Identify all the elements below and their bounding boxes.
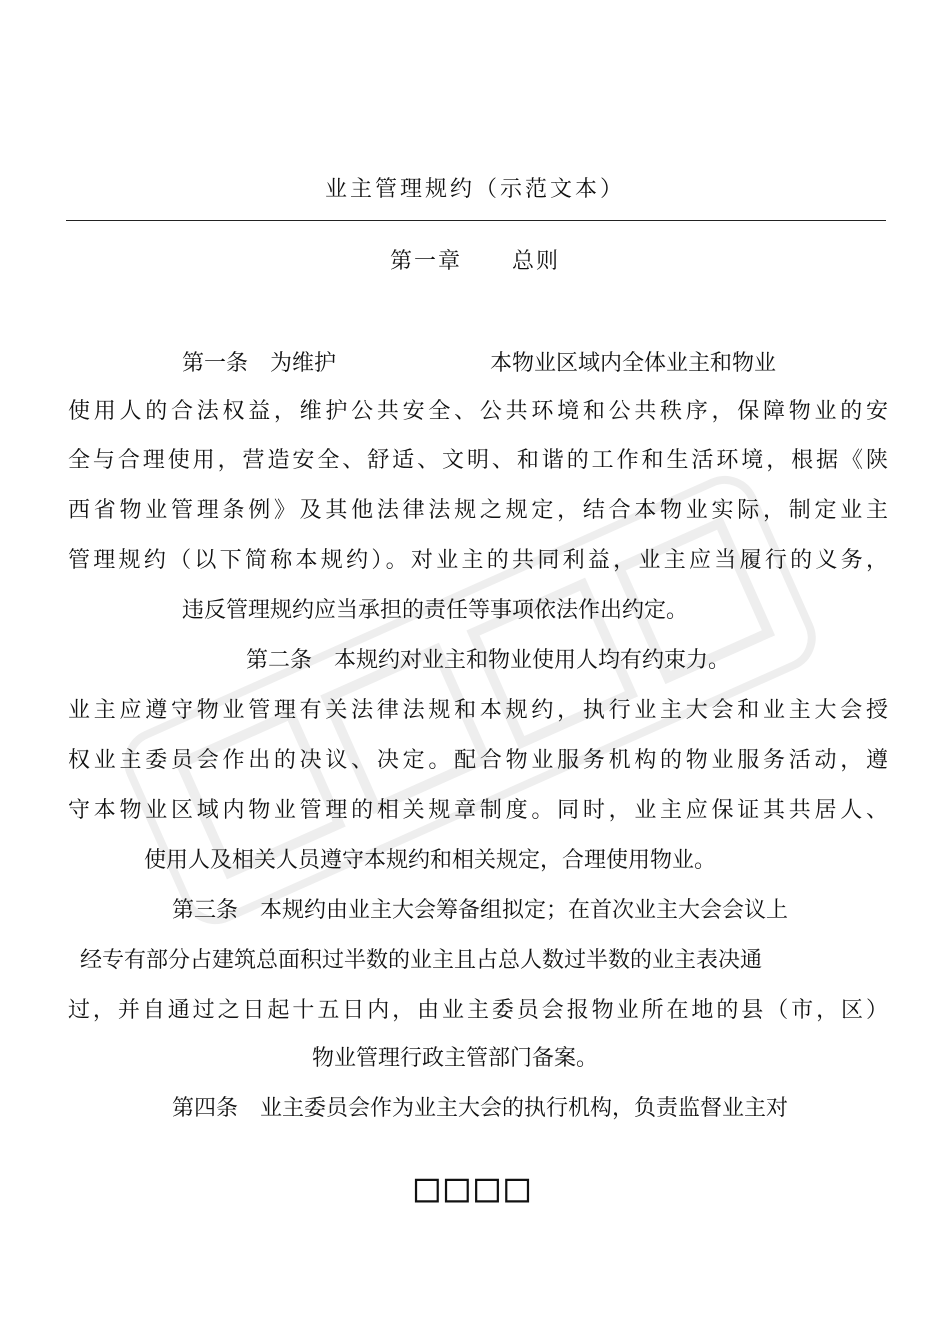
article-3-line-1: 第三条 本规约由业主大会筹备组拟定；在首次业主大会会议上 — [172, 898, 789, 923]
article-1-line-6: 违反管理规约应当承担的责任等事项依法作出约定。 — [182, 598, 689, 623]
article-2-line-1: 第二条 本规约对业主和物业使用人均有约束力。 — [246, 648, 731, 673]
article-2-line-5: 使用人及相关人员遵守本规约和相关规定，合理使用物业。 — [144, 848, 717, 873]
article-3-line-3: 过，并自通过之日起十五日内，由业主委员会报物业所在地的县（市，区） — [68, 998, 888, 1023]
document-title: 业主管理规约（示范文本） — [324, 177, 625, 202]
article-1-line-1: 第一条 为维护 本物业区域内全体业主和物业 — [182, 351, 777, 376]
article-3-line-4: 物业管理行政主管部门备案。 — [312, 1046, 599, 1071]
chapter-heading — [0, 244, 950, 280]
article-1-line-2: 使用人的合法权益，维护公共安全、公共环境和公共秩序，保障物业的安 — [68, 399, 888, 424]
chapter-name: 总则 — [512, 249, 561, 274]
chapter-number: 第一章 — [389, 249, 462, 274]
article-2-line-4: 守本物业区域内物业管理的相关规章制度。同时，业主应保证其共居人、 — [68, 798, 888, 823]
article-2-line-3: 权业主委员会作出的决议、决定。配合物业服务机构的物业服务活动，遵 — [68, 748, 888, 773]
article-1-line-5: 管理规约（以下简称本规约）。对业主的共同利益，业主应当履行的义务， — [68, 548, 888, 573]
article-2-line-2: 业主应遵守物业管理有关法律法规和本规约，执行业主大会和业主大会授 — [68, 698, 888, 723]
title-divider — [66, 220, 886, 221]
article-1-line-4: 西省物业管理条例》及其他法律法规之规定，结合本物业实际，制定业主 — [68, 498, 888, 523]
article-4-line-1: 第四条 业主委员会作为业主大会的执行机构，负责监督业主对 — [172, 1096, 789, 1121]
article-3-line-2: 经专有部分占建筑总面积过半数的业主且占总人数过半数的业主表决通 — [80, 948, 763, 973]
footer-placeholder-glyphs: □□□□ — [414, 1165, 536, 1211]
article-1-line-3: 全与合理使用，营造安全、舒适、文明、和谐的工作和生活环境，根据《陕 — [68, 448, 888, 473]
